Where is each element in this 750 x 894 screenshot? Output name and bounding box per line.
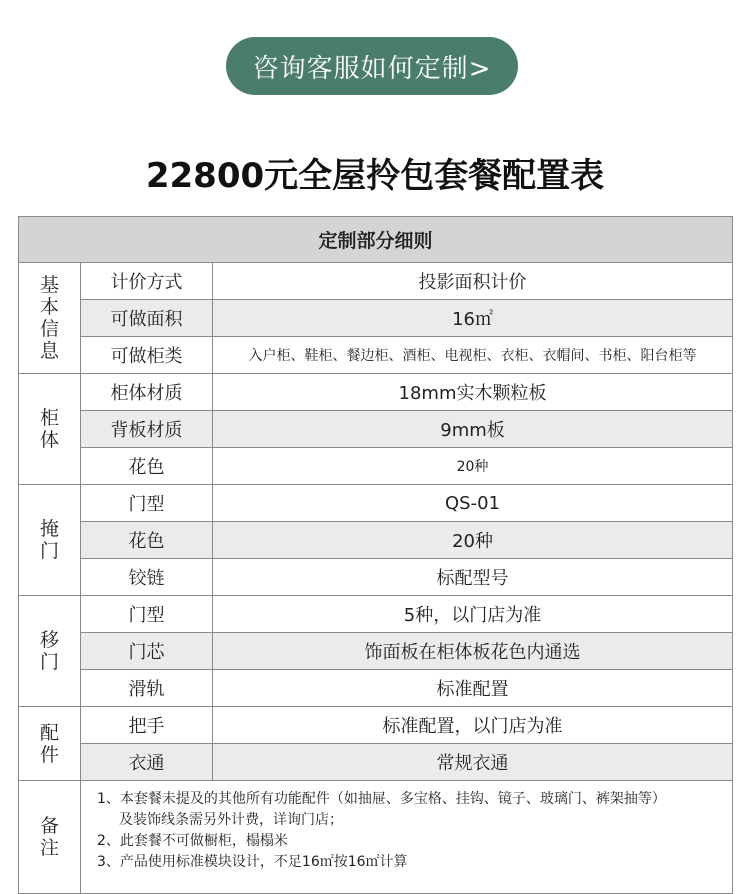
row-label: 滑轨 bbox=[81, 670, 213, 707]
row-value: 18mm实木颗粒板 bbox=[213, 374, 733, 411]
group-accessories: 配件 bbox=[19, 707, 81, 781]
row-value: 入户柜、鞋柜、餐边柜、酒柜、电视柜、衣柜、衣帽间、书柜、阳台柜等 bbox=[213, 337, 733, 374]
row-label: 衣通 bbox=[81, 744, 213, 781]
page-title: 22800元全屋拎包套餐配置表 bbox=[145, 156, 605, 196]
group-notes: 备注 bbox=[19, 781, 81, 894]
group-cabinet-body: 柜体 bbox=[19, 374, 81, 485]
row-label: 把手 bbox=[81, 707, 213, 744]
row-label: 门芯 bbox=[81, 633, 213, 670]
row-label: 花色 bbox=[81, 448, 213, 485]
row-label: 铰链 bbox=[81, 559, 213, 596]
table-section-title: 定制部分细则 bbox=[19, 217, 733, 263]
row-value: QS-01 bbox=[213, 485, 733, 522]
row-value: 16㎡ bbox=[213, 300, 733, 337]
row-value: 20种 bbox=[213, 522, 733, 559]
row-value: 标准配置，以门店为准 bbox=[213, 707, 733, 744]
row-value: 标准配置 bbox=[213, 670, 733, 707]
row-value: 20种 bbox=[213, 448, 733, 485]
row-label: 计价方式 bbox=[81, 263, 213, 300]
row-value: 投影面积计价 bbox=[213, 263, 733, 300]
row-value: 9mm板 bbox=[213, 411, 733, 448]
row-label: 花色 bbox=[81, 522, 213, 559]
row-label: 可做柜类 bbox=[81, 337, 213, 374]
group-swing-door: 掩门 bbox=[19, 485, 81, 596]
group-basic-info: 基本信息 bbox=[19, 263, 81, 374]
row-label: 柜体材质 bbox=[81, 374, 213, 411]
note-line: 及装饰线条需另外计费，详询门店； bbox=[119, 812, 343, 828]
note-line: 2、此套餐不可做橱柜，榻榻米 bbox=[97, 833, 288, 849]
row-value: 常规衣通 bbox=[213, 744, 733, 781]
note-line: 3、产品使用标准模块设计，不足16㎡按16㎡计算 bbox=[97, 854, 408, 870]
notes-text bbox=[81, 781, 733, 894]
row-label: 背板材质 bbox=[81, 411, 213, 448]
row-value: 5种，以门店为准 bbox=[213, 596, 733, 633]
row-label: 门型 bbox=[81, 596, 213, 633]
group-sliding-door: 移门 bbox=[19, 596, 81, 707]
row-label: 门型 bbox=[81, 485, 213, 522]
row-value: 饰面板在柜体板花色内通选 bbox=[213, 633, 733, 670]
note-line: 1、本套餐未提及的其他所有功能配件（如抽屉、多宝格、挂钩、镜子、玻璃门、裤架抽等） bbox=[97, 791, 666, 807]
row-label: 可做面积 bbox=[81, 300, 213, 337]
consult-service-button[interactable]: 咨询客服如何定制> bbox=[226, 37, 518, 95]
row-value: 标配型号 bbox=[213, 559, 733, 596]
config-table bbox=[18, 216, 733, 894]
